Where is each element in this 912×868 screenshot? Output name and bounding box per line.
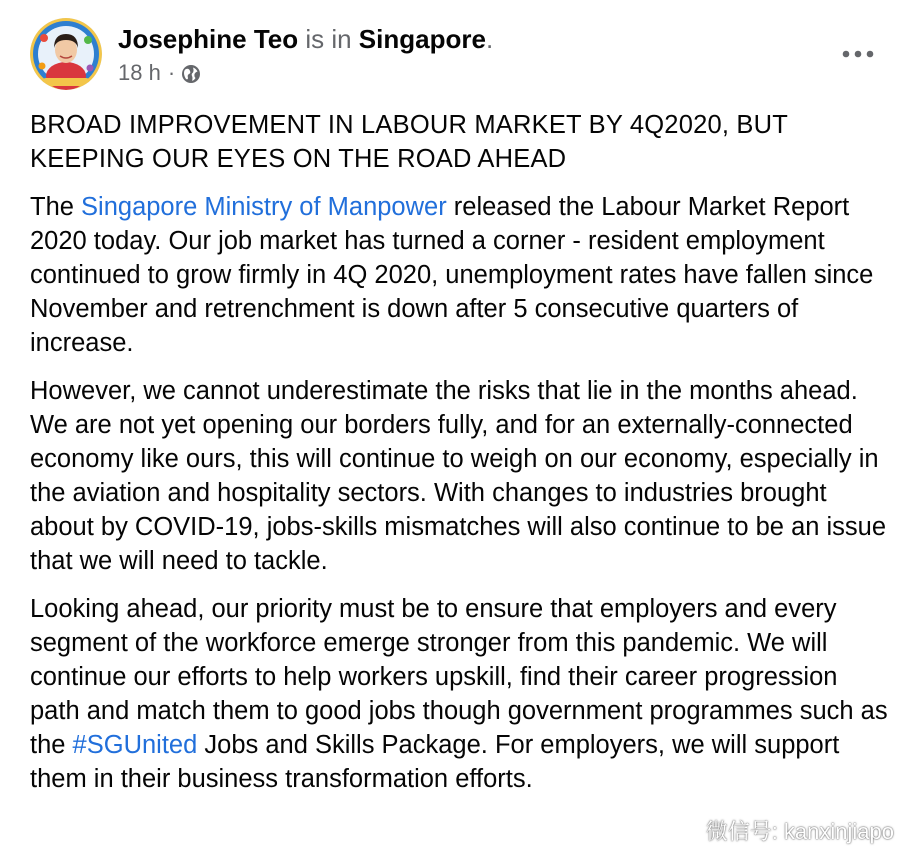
post-headline: BROAD IMPROVEMENT IN LABOUR MARKET BY 4Q2020, BUT KEEPING OUR EYES ON THE ROAD AHEAD — [30, 111, 788, 173]
period-text: . — [485, 24, 494, 54]
wechat-id-text: 微信号: kanxinjiapo — [705, 819, 894, 844]
wechat-watermark — [666, 815, 894, 846]
globe-icon[interactable] — [181, 64, 201, 84]
p1-body-text: released the Labour Market Report 2020 today. Our job market has turned a corner - resident employment continued to grow firmly in 4Q 2020, unemployment rates have fallen since November and retrenchment is down after 5 consecutive quarters of increase. — [30, 193, 874, 357]
avatar-image — [30, 18, 102, 90]
post-paragraph-2: However, we cannot underestimate the risks that lie in the months ahead. We are not yet opening our borders fully, and for an externally-connected economy like ours, this will continue to weigh on our economy, especially in the aviation and hospitality sectors. With changes to industries brought about by COVID-19, jobs-skills mismatches will also continue to be an issue that we will need to tackle. — [30, 377, 887, 575]
post-timestamp[interactable]: 18 h — [118, 60, 161, 85]
more-options-icon — [842, 50, 874, 58]
sgunited-hashtag-link[interactable]: #SGUnited — [72, 731, 198, 759]
post-body — [30, 108, 890, 810]
p1-lead-text: The — [30, 193, 82, 221]
is-in-text: is in — [298, 24, 359, 54]
p3-lead-text: Looking ahead, our priority must be to ensure that employers and every segment of the workforce emerge stronger from this pandemic. We will continue our efforts to help workers upskill, find their career progression path and match them to good jobs though government programmes such as the — [30, 595, 888, 759]
more-options-button[interactable] — [834, 36, 882, 72]
p3-body-text: Jobs and Skills Package. For employers, we will support them in their business transformation efforts. — [30, 731, 840, 793]
post-header — [30, 18, 882, 98]
post-paragraph-3 — [30, 592, 890, 796]
wechat-icon — [666, 817, 700, 845]
ministry-of-manpower-link[interactable]: Singapore Ministry of Manpower — [81, 193, 447, 221]
post-paragraph-1 — [30, 190, 890, 360]
meta-separator: · — [167, 60, 176, 85]
author-name-link[interactable]: Josephine Teo — [118, 24, 299, 54]
location-link[interactable]: Singapore — [358, 24, 486, 54]
post-meta — [118, 60, 201, 86]
author-line — [118, 24, 493, 54]
author-avatar[interactable] — [30, 18, 102, 90]
